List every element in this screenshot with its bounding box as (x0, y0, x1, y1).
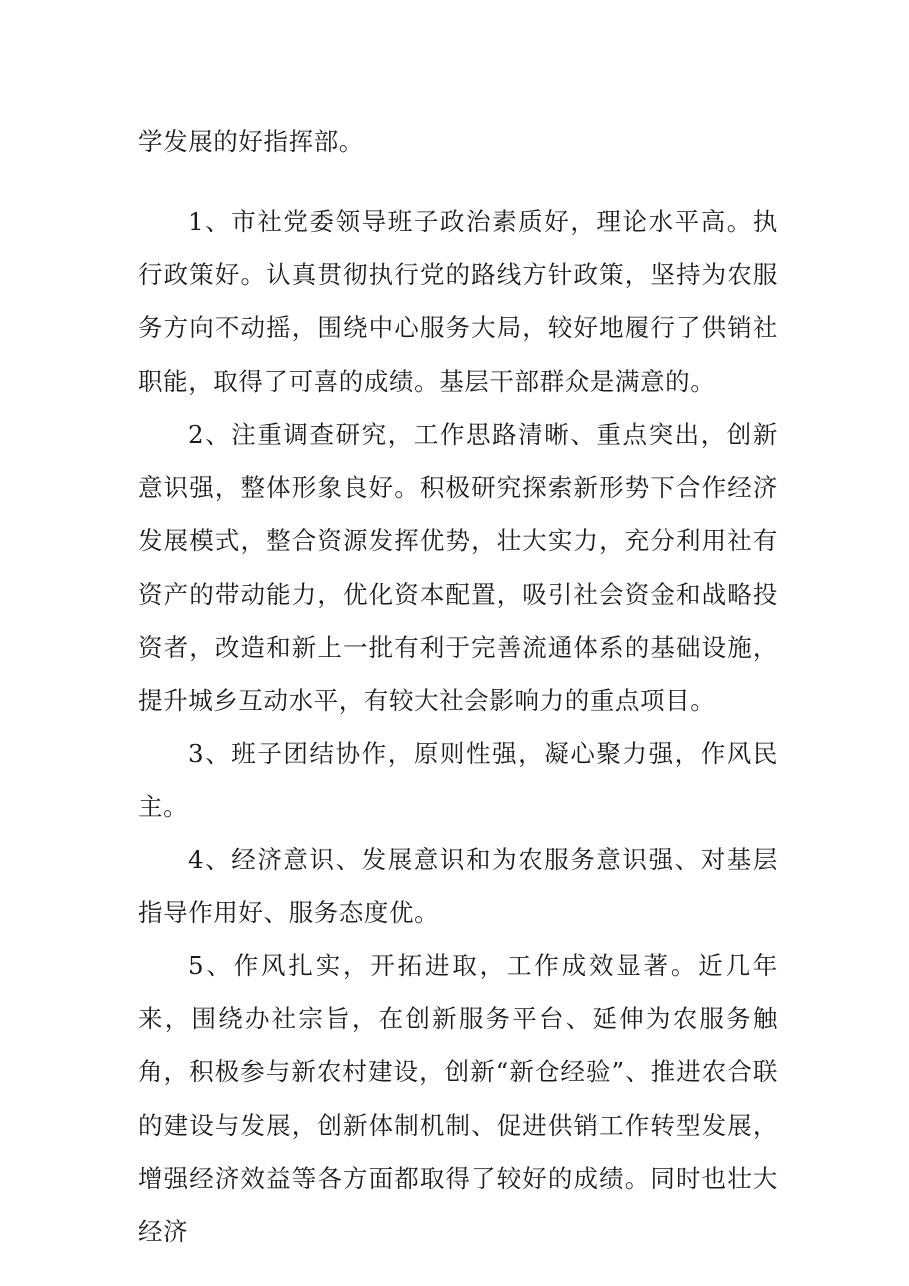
paragraph-item-3: 3、班子团结协作，原则性强，凝心聚力强，作风民主。 (138, 739, 778, 822)
paragraph-item-5: 5、作风扎实，开拓进取，工作成效显著。近几年来，围绕办社宗旨，在创新服务平台、延伸为农服务触角，积极参与新农村建设，创新“新仓经验”、推进农合联的建设与发展，创新体制机制、促进供销工作转型发展，增强经济效益等各方面都取得了较好的成绩。同时也壮大经济 (138, 951, 778, 1247)
paragraph-continuation: 学发展的好指挥部。 (138, 127, 364, 156)
paragraph-item-2: 2、注重调查研究，工作思路清晰、重点突出，创新意识强，整体形象良好。积极研究探索新形势下合作经济发展模式，整合资源发挥优势，壮大实力，充分利用社有资产的带动能力，优化资本配置，吸引社会资金和战略投资者，改造和新上一批有利于完善流通体系的基础设施，提升城乡互动水平，有较大社会影响力的重点项目。 (138, 420, 778, 716)
paragraph-item-4: 4、经济意识、发展意识和为农服务意识强、对基层指导作用好、服务态度优。 (138, 845, 778, 928)
paragraph-item-1: 1、市社党委领导班子政治素质好，理论水平高。执行政策好。认真贯彻执行党的路线方针政策，坚持为农服务方向不动摇，围绕中心服务大局，较好地履行了供销社职能，取得了可喜的成绩。基层干部群众是满意的。 (138, 207, 778, 396)
